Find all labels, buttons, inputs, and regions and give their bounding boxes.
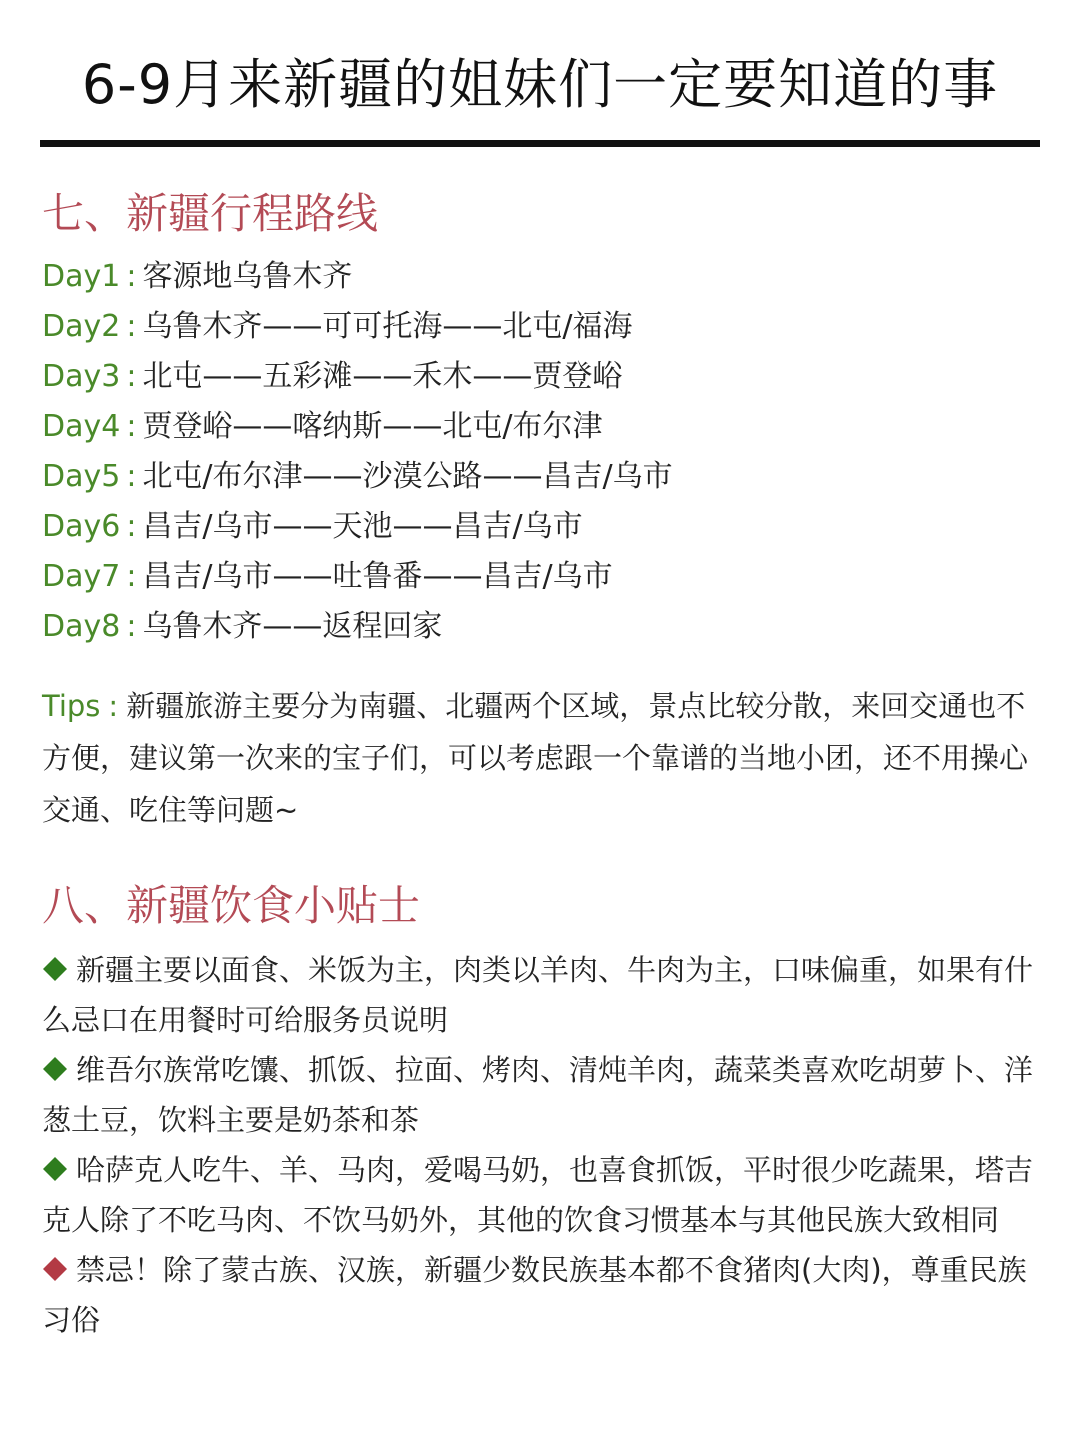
food-tip-item — [42, 1245, 1042, 1345]
tips-text: 新疆旅游主要分为南疆、北疆两个区域，景点比较分散，来回交通也不方便，建议第一次来的宝子们，可以考虑跟一个靠谱的当地小团，还不用操心交通、吃住等问题~ — [42, 689, 1029, 827]
food-tip-text: 禁忌！除了蒙古族、汉族，新疆少数民族基本都不食猪肉(大肉)，尊重民族习俗 — [42, 1253, 1027, 1337]
day-route: 昌吉/乌市——吐鲁番——昌吉/乌市 — [142, 559, 613, 594]
day-colon: : — [126, 309, 137, 344]
day-label: Day4 — [42, 409, 121, 444]
day-colon: : — [126, 609, 137, 644]
day-colon: : — [126, 409, 137, 444]
day-route: 昌吉/乌市——天池——昌吉/乌市 — [142, 509, 583, 544]
tips-colon: : — [108, 689, 119, 723]
day-label: Day8 — [42, 609, 121, 644]
day-route: 乌鲁木齐——返程回家 — [142, 609, 443, 644]
food-tip-text: 维吾尔族常吃馕、抓饭、拉面、烤肉、清炖羊肉，蔬菜类喜欢吃胡萝卜、洋葱土豆，饮料主要是奶茶和茶 — [42, 1053, 1034, 1137]
itinerary-day-row — [42, 502, 1042, 552]
itinerary-day-row — [42, 452, 1042, 502]
itinerary-day-row — [42, 352, 1042, 402]
day-colon: : — [126, 259, 137, 294]
day-label: Day6 — [42, 509, 121, 544]
itinerary-day-row — [42, 402, 1042, 452]
itinerary-list — [42, 252, 1042, 652]
day-label: Day5 — [42, 459, 121, 494]
day-colon: : — [126, 359, 137, 394]
itinerary-day-row — [42, 552, 1042, 602]
day-colon: : — [126, 509, 137, 544]
day-colon: : — [126, 559, 137, 594]
day-route: 北屯/布尔津——沙漠公路——昌吉/乌市 — [142, 459, 673, 494]
itinerary-day-row — [42, 302, 1042, 352]
itinerary-day-row — [42, 602, 1042, 652]
day-colon: : — [126, 459, 137, 494]
day-route: 北屯——五彩滩——禾木——贾登峪 — [142, 359, 623, 394]
title-divider — [40, 140, 1040, 147]
red-diamond-icon — [42, 1256, 68, 1282]
itinerary-heading: 七、新疆行程路线 — [42, 189, 379, 238]
day-route: 乌鲁木齐——可可托海——北屯/福海 — [142, 309, 633, 344]
food-tip-item — [42, 1145, 1042, 1245]
tips-paragraph — [42, 680, 1042, 836]
green-diamond-icon — [42, 1156, 68, 1182]
food-heading: 八、新疆饮食小贴士 — [42, 881, 421, 930]
page-title: 6-9月来新疆的姐妹们一定要知道的事 — [81, 53, 999, 116]
itinerary-day-row — [42, 252, 1042, 302]
day-label: Day3 — [42, 359, 121, 394]
food-tip-item — [42, 1045, 1042, 1145]
food-tips-list — [42, 945, 1042, 1345]
food-tip-text: 哈萨克人吃牛、羊、马肉，爱喝马奶，也喜食抓饭，平时很少吃蔬果，塔吉克人除了不吃马肉、不饮马奶外，其他的饮食习惯基本与其他民族大致相同 — [42, 1153, 1034, 1237]
day-label: Day1 — [42, 259, 121, 294]
day-route: 客源地乌鲁木齐 — [142, 259, 353, 294]
green-diamond-icon — [42, 1056, 68, 1082]
food-tip-item — [42, 945, 1042, 1045]
green-diamond-icon — [42, 956, 68, 982]
day-route: 贾登峪——喀纳斯——北屯/布尔津 — [142, 409, 603, 444]
food-tip-text: 新疆主要以面食、米饭为主，肉类以羊肉、牛肉为主，口味偏重，如果有什么忌口在用餐时可给服务员说明 — [42, 953, 1034, 1037]
tips-label: Tips — [42, 689, 101, 723]
day-label: Day2 — [42, 309, 121, 344]
day-label: Day7 — [42, 559, 121, 594]
